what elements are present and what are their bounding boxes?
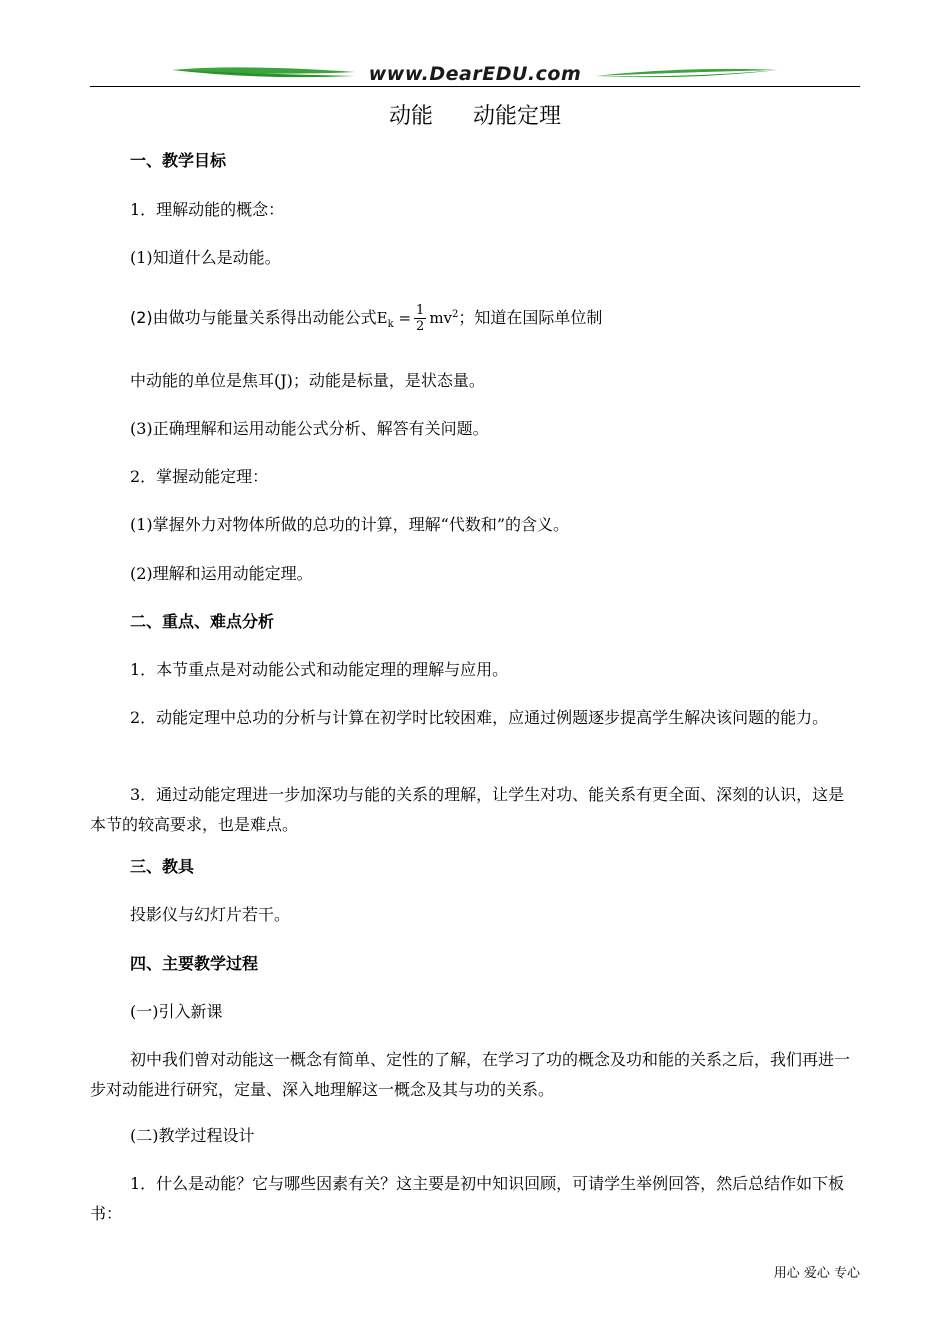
fraction-denominator: 2 bbox=[416, 318, 425, 334]
objective-2-1: (1)掌握外力对物体所做的总功的计算，理解“代数和”的含义。 bbox=[130, 515, 570, 534]
formula-lhs: E bbox=[376, 309, 388, 327]
design-paragraph-1: 1．什么是动能？它与哪些因素有关？这主要是初中知识回顾，可请学生举例回答，然后总结作如下板书： bbox=[90, 1174, 845, 1223]
formula-mv: mv bbox=[429, 309, 453, 327]
objective-1-2 bbox=[130, 300, 860, 340]
page-title bbox=[0, 99, 950, 130]
header-rule bbox=[90, 86, 860, 87]
formula-subscript: k bbox=[387, 319, 394, 330]
key-point-1: 1．本节重点是对动能公式和动能定理的理解与应用。 bbox=[130, 660, 509, 679]
intro-paragraph: 初中我们曾对动能这一概念有简单、定性的了解，在学习了功的概念及功和能的关系之后，我们再进一步对动能进行研究，定量、深入地理解这一概念及其与功的关系。 bbox=[90, 1050, 851, 1099]
subsection-design: (二)教学过程设计 bbox=[130, 1126, 255, 1145]
fraction-numerator: 1 bbox=[416, 302, 425, 318]
subsection-intro: (一)引入新课 bbox=[130, 1002, 223, 1021]
objective-2-2: (2)理解和运用动能定理。 bbox=[130, 564, 313, 583]
objective-1-2-continued: 中动能的单位是焦耳(J)；动能是标量，是状态量。 bbox=[130, 371, 485, 390]
objective-1-2-suffix: ；知道在国际单位制 bbox=[458, 308, 603, 327]
site-logo: www.DearEDU.com bbox=[368, 63, 582, 85]
section-4-heading: 四、主要教学过程 bbox=[130, 954, 259, 973]
objective-1-2-prefix: (2)由做功与能量关系得出动能公式 bbox=[130, 308, 377, 327]
section-2-heading: 二、重点、难点分析 bbox=[130, 612, 275, 631]
formula-fraction bbox=[414, 303, 426, 334]
teaching-aids: 投影仪与幻灯片若干。 bbox=[130, 905, 291, 924]
formula-superscript: 2 bbox=[452, 309, 459, 320]
title-part-1: 动能 bbox=[388, 104, 433, 129]
page-footer: 用心 爱心 专心 bbox=[773, 1266, 860, 1281]
kinetic-energy-formula bbox=[376, 302, 459, 334]
section-3-heading: 三、教具 bbox=[130, 857, 195, 876]
section-1-heading: 一、教学目标 bbox=[130, 151, 227, 170]
objective-1-1: (1)知道什么是动能。 bbox=[130, 248, 281, 267]
objective-1: 1．理解动能的概念： bbox=[130, 200, 285, 219]
objective-1-3: (3)正确理解和运用动能公式分析、解答有关问题。 bbox=[130, 419, 489, 438]
key-point-3: 3．通过动能定理进一步加深功与能的关系的理解，让学生对功、能关系有更全面、深刻的认识，这是本节的较高要求，也是难点。 bbox=[90, 785, 845, 834]
formula-equals: = bbox=[398, 309, 412, 327]
title-part-2: 动能定理 bbox=[473, 104, 562, 129]
key-point-2: 2．动能定理中总功的分析与计算在初学时比较困难，应通过例题逐步提高学生解决该问题的能力。 bbox=[130, 708, 829, 727]
site-header bbox=[90, 62, 860, 92]
objective-2: 2．掌握动能定理： bbox=[130, 467, 269, 486]
